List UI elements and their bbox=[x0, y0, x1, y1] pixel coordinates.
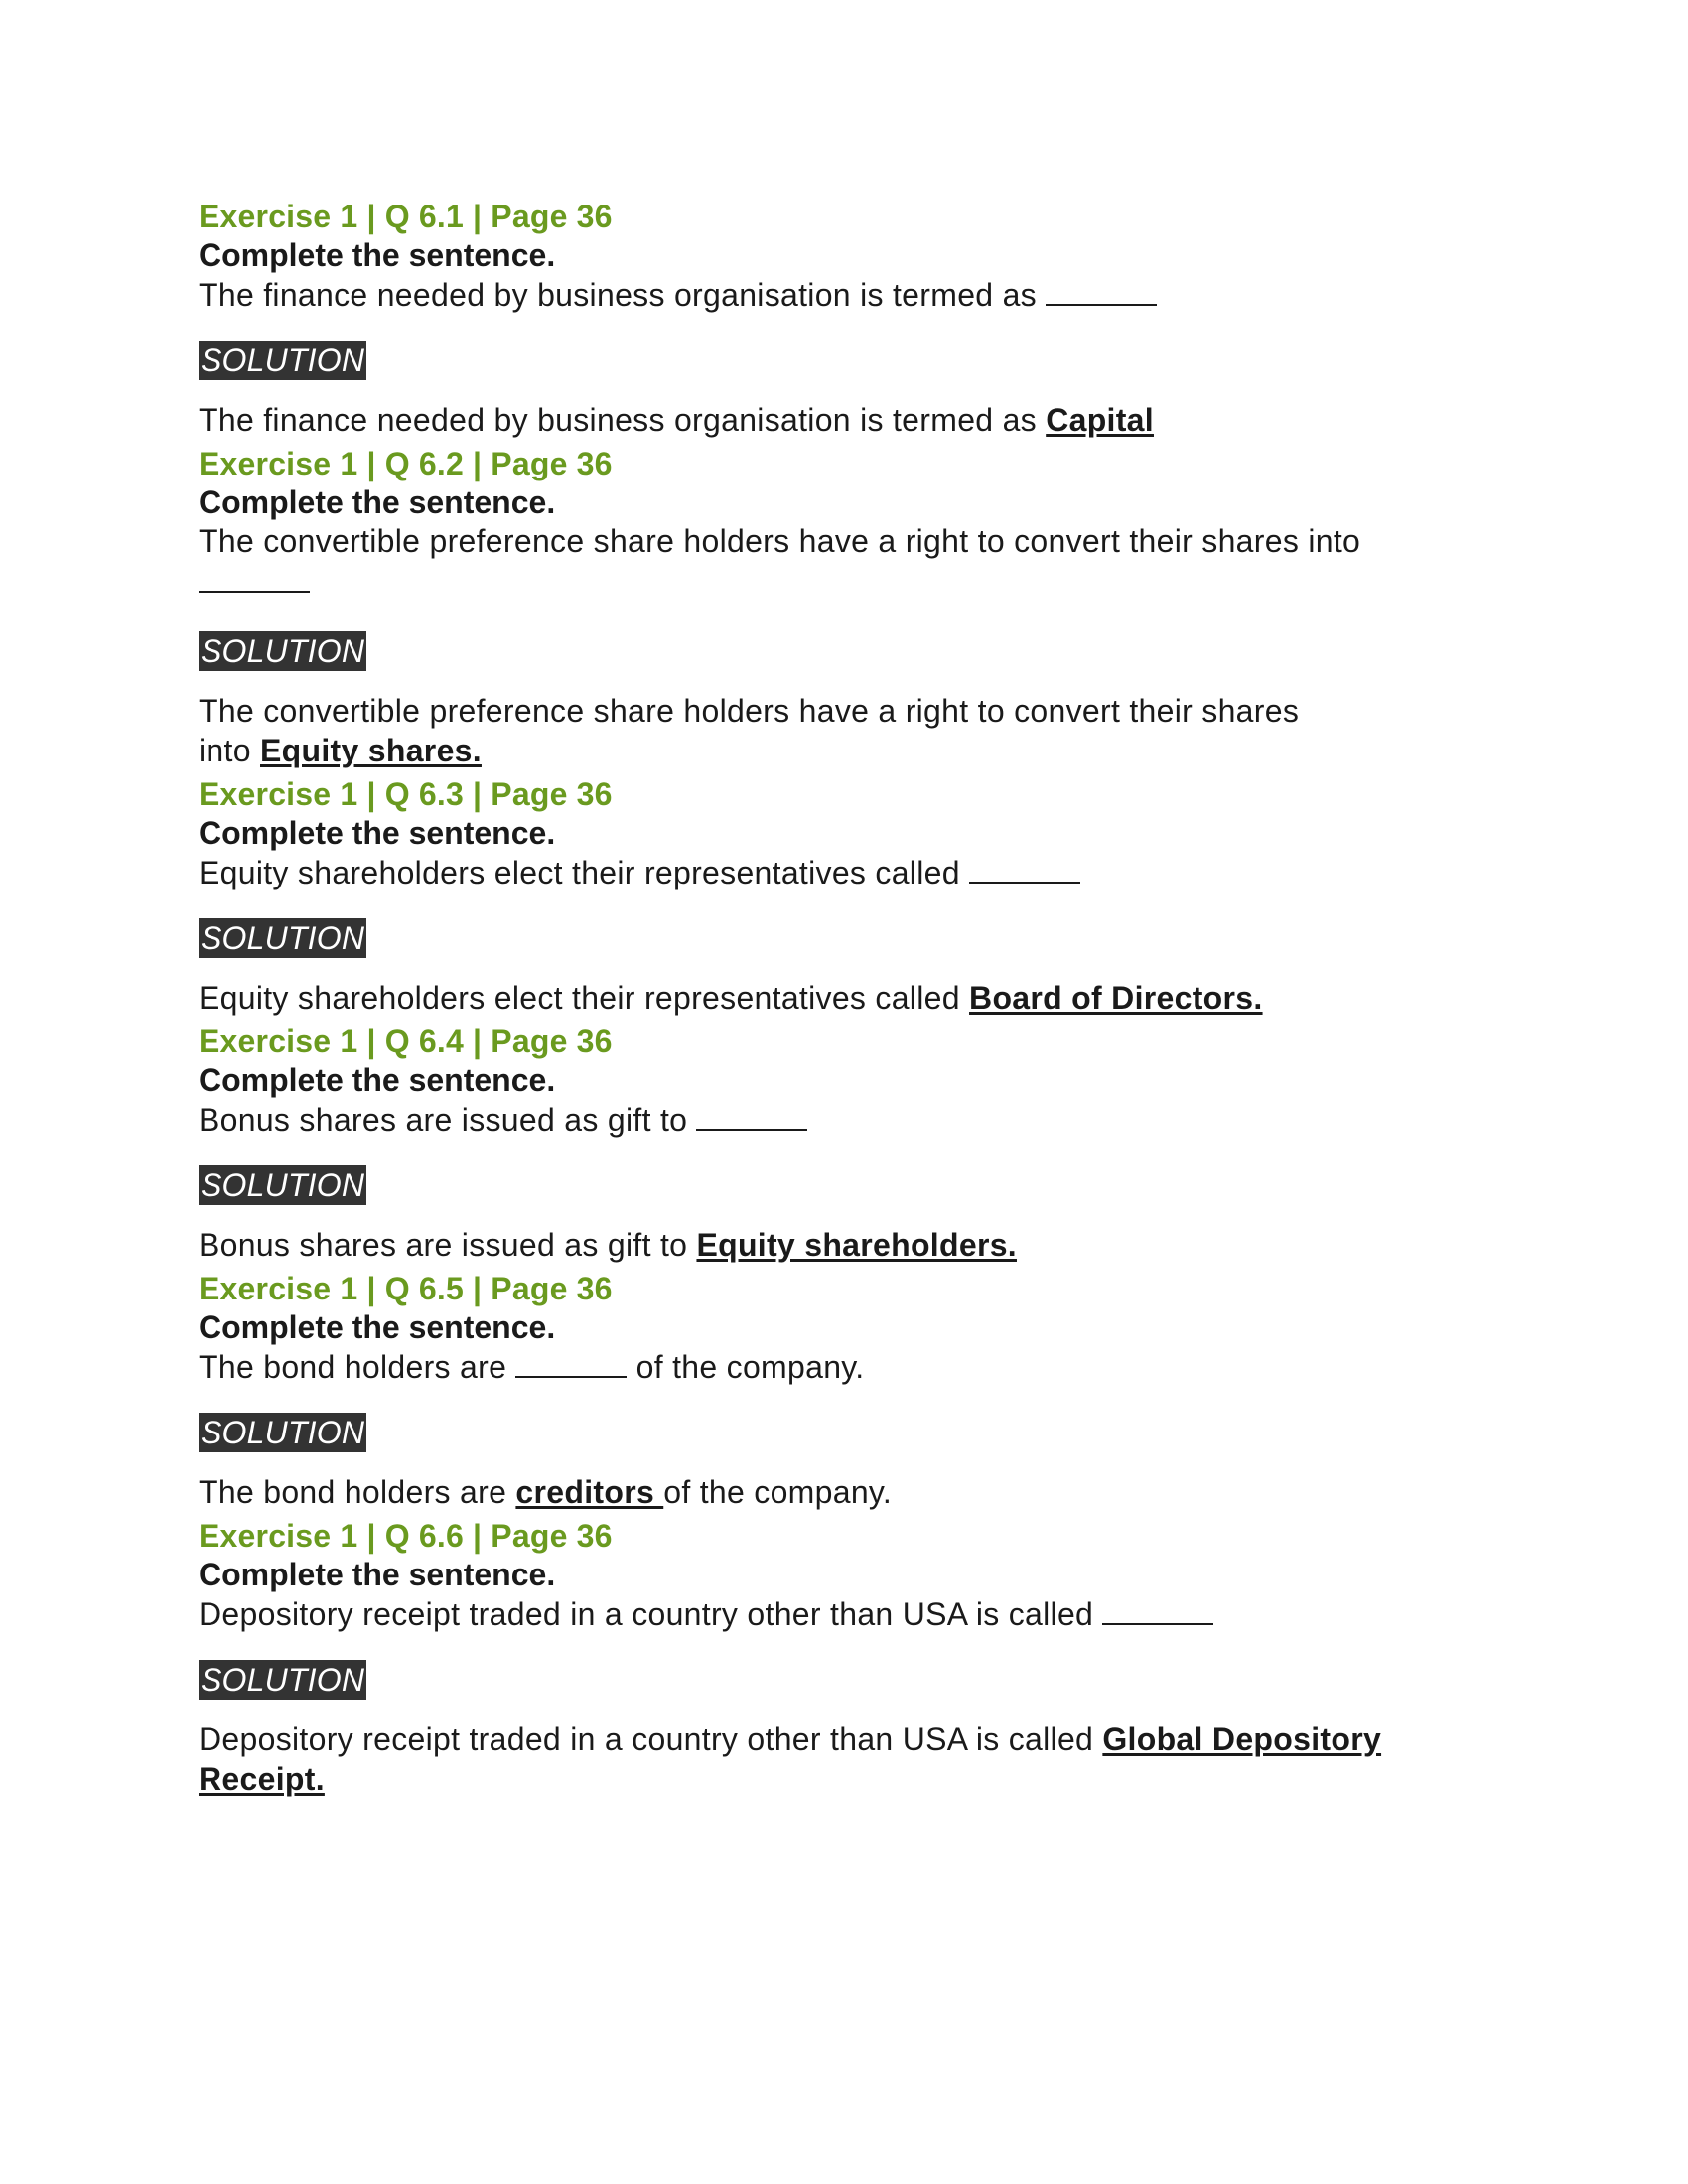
question-stem: The convertible preference share holders have a right to convert their shares into bbox=[199, 523, 1361, 559]
question-text bbox=[199, 1593, 1450, 1634]
solution-badge: SOLUTION bbox=[201, 342, 365, 378]
answer-text bbox=[199, 1719, 1430, 1799]
document-body bbox=[199, 197, 1450, 1799]
answer-stem: The convertible preference share holders have a right to convert their shares into bbox=[199, 693, 1300, 768]
question-tail: of the company. bbox=[635, 1349, 865, 1385]
solution-badge: SOLUTION bbox=[201, 1415, 365, 1450]
answer-text bbox=[199, 1472, 1450, 1512]
exercise-6-6 bbox=[199, 1516, 1450, 1634]
answer-text bbox=[199, 400, 1450, 440]
exercise-6-5 bbox=[199, 1269, 1450, 1387]
exercise-6-3 bbox=[199, 774, 1450, 892]
exercise-heading: Exercise 1 | Q 6.4 | Page 36 bbox=[199, 1024, 613, 1059]
solution-badge: SOLUTION bbox=[201, 633, 365, 669]
answer-value: Equity shares. bbox=[260, 733, 482, 768]
question-text bbox=[199, 521, 1390, 602]
instruction-text: Complete the sentence. bbox=[199, 1557, 556, 1592]
answer-value: Capital bbox=[1046, 402, 1154, 438]
solution-block bbox=[199, 631, 1450, 671]
exercise-6-2 bbox=[199, 444, 1450, 602]
answer-text bbox=[199, 1225, 1450, 1265]
exercise-heading: Exercise 1 | Q 6.2 | Page 36 bbox=[199, 446, 613, 481]
answer-stem: The bond holders are bbox=[199, 1474, 507, 1510]
answer-tail: of the company. bbox=[663, 1474, 893, 1510]
solution-badge: SOLUTION bbox=[201, 1167, 365, 1203]
answer-text bbox=[199, 978, 1450, 1018]
instruction-text: Complete the sentence. bbox=[199, 237, 556, 273]
instruction-text: Complete the sentence. bbox=[199, 1309, 556, 1345]
answer-stem: Equity shareholders elect their representatives called bbox=[199, 980, 960, 1016]
exercise-6-1 bbox=[199, 197, 1450, 315]
question-text bbox=[199, 1346, 1450, 1387]
question-stem: The bond holders are bbox=[199, 1349, 507, 1385]
answer-blank bbox=[696, 1099, 807, 1131]
answer-blank bbox=[199, 561, 310, 593]
question-stem: Bonus shares are issued as gift to bbox=[199, 1102, 688, 1138]
answer-blank bbox=[515, 1346, 627, 1378]
answer-value: Equity shareholders. bbox=[696, 1227, 1017, 1263]
answer-stem: The finance needed by business organisation is termed as bbox=[199, 402, 1037, 438]
answer-stem: Bonus shares are issued as gift to bbox=[199, 1227, 688, 1263]
answer-text bbox=[199, 691, 1331, 770]
exercise-heading: Exercise 1 | Q 6.3 | Page 36 bbox=[199, 776, 613, 812]
answer-value: Board of Directors. bbox=[969, 980, 1263, 1016]
instruction-text: Complete the sentence. bbox=[199, 1062, 556, 1098]
exercise-heading: Exercise 1 | Q 6.1 | Page 36 bbox=[199, 199, 613, 234]
exercise-6-4 bbox=[199, 1022, 1450, 1140]
question-stem: The finance needed by business organisation is termed as bbox=[199, 277, 1037, 313]
instruction-text: Complete the sentence. bbox=[199, 484, 556, 520]
answer-value: creditors bbox=[515, 1474, 664, 1510]
answer-blank bbox=[969, 852, 1080, 884]
solution-block bbox=[199, 918, 1450, 958]
solution-block bbox=[199, 1413, 1450, 1452]
question-stem: Equity shareholders elect their representatives called bbox=[199, 855, 960, 890]
answer-stem: Depository receipt traded in a country other than USA is called bbox=[199, 1721, 1094, 1757]
solution-badge: SOLUTION bbox=[201, 920, 365, 956]
question-text bbox=[199, 274, 1450, 315]
question-text bbox=[199, 1099, 1450, 1140]
answer-blank bbox=[1102, 1593, 1213, 1625]
solution-block bbox=[199, 341, 1450, 380]
question-stem: Depository receipt traded in a country other than USA is called bbox=[199, 1596, 1094, 1632]
solution-block bbox=[199, 1165, 1450, 1205]
question-text bbox=[199, 852, 1450, 892]
exercise-heading: Exercise 1 | Q 6.5 | Page 36 bbox=[199, 1271, 613, 1306]
answer-value: Global Depository Receipt. bbox=[199, 1721, 1382, 1797]
instruction-text: Complete the sentence. bbox=[199, 815, 556, 851]
solution-badge: SOLUTION bbox=[201, 1662, 365, 1698]
exercise-heading: Exercise 1 | Q 6.6 | Page 36 bbox=[199, 1518, 613, 1554]
answer-blank bbox=[1046, 274, 1157, 306]
solution-block bbox=[199, 1660, 1450, 1700]
